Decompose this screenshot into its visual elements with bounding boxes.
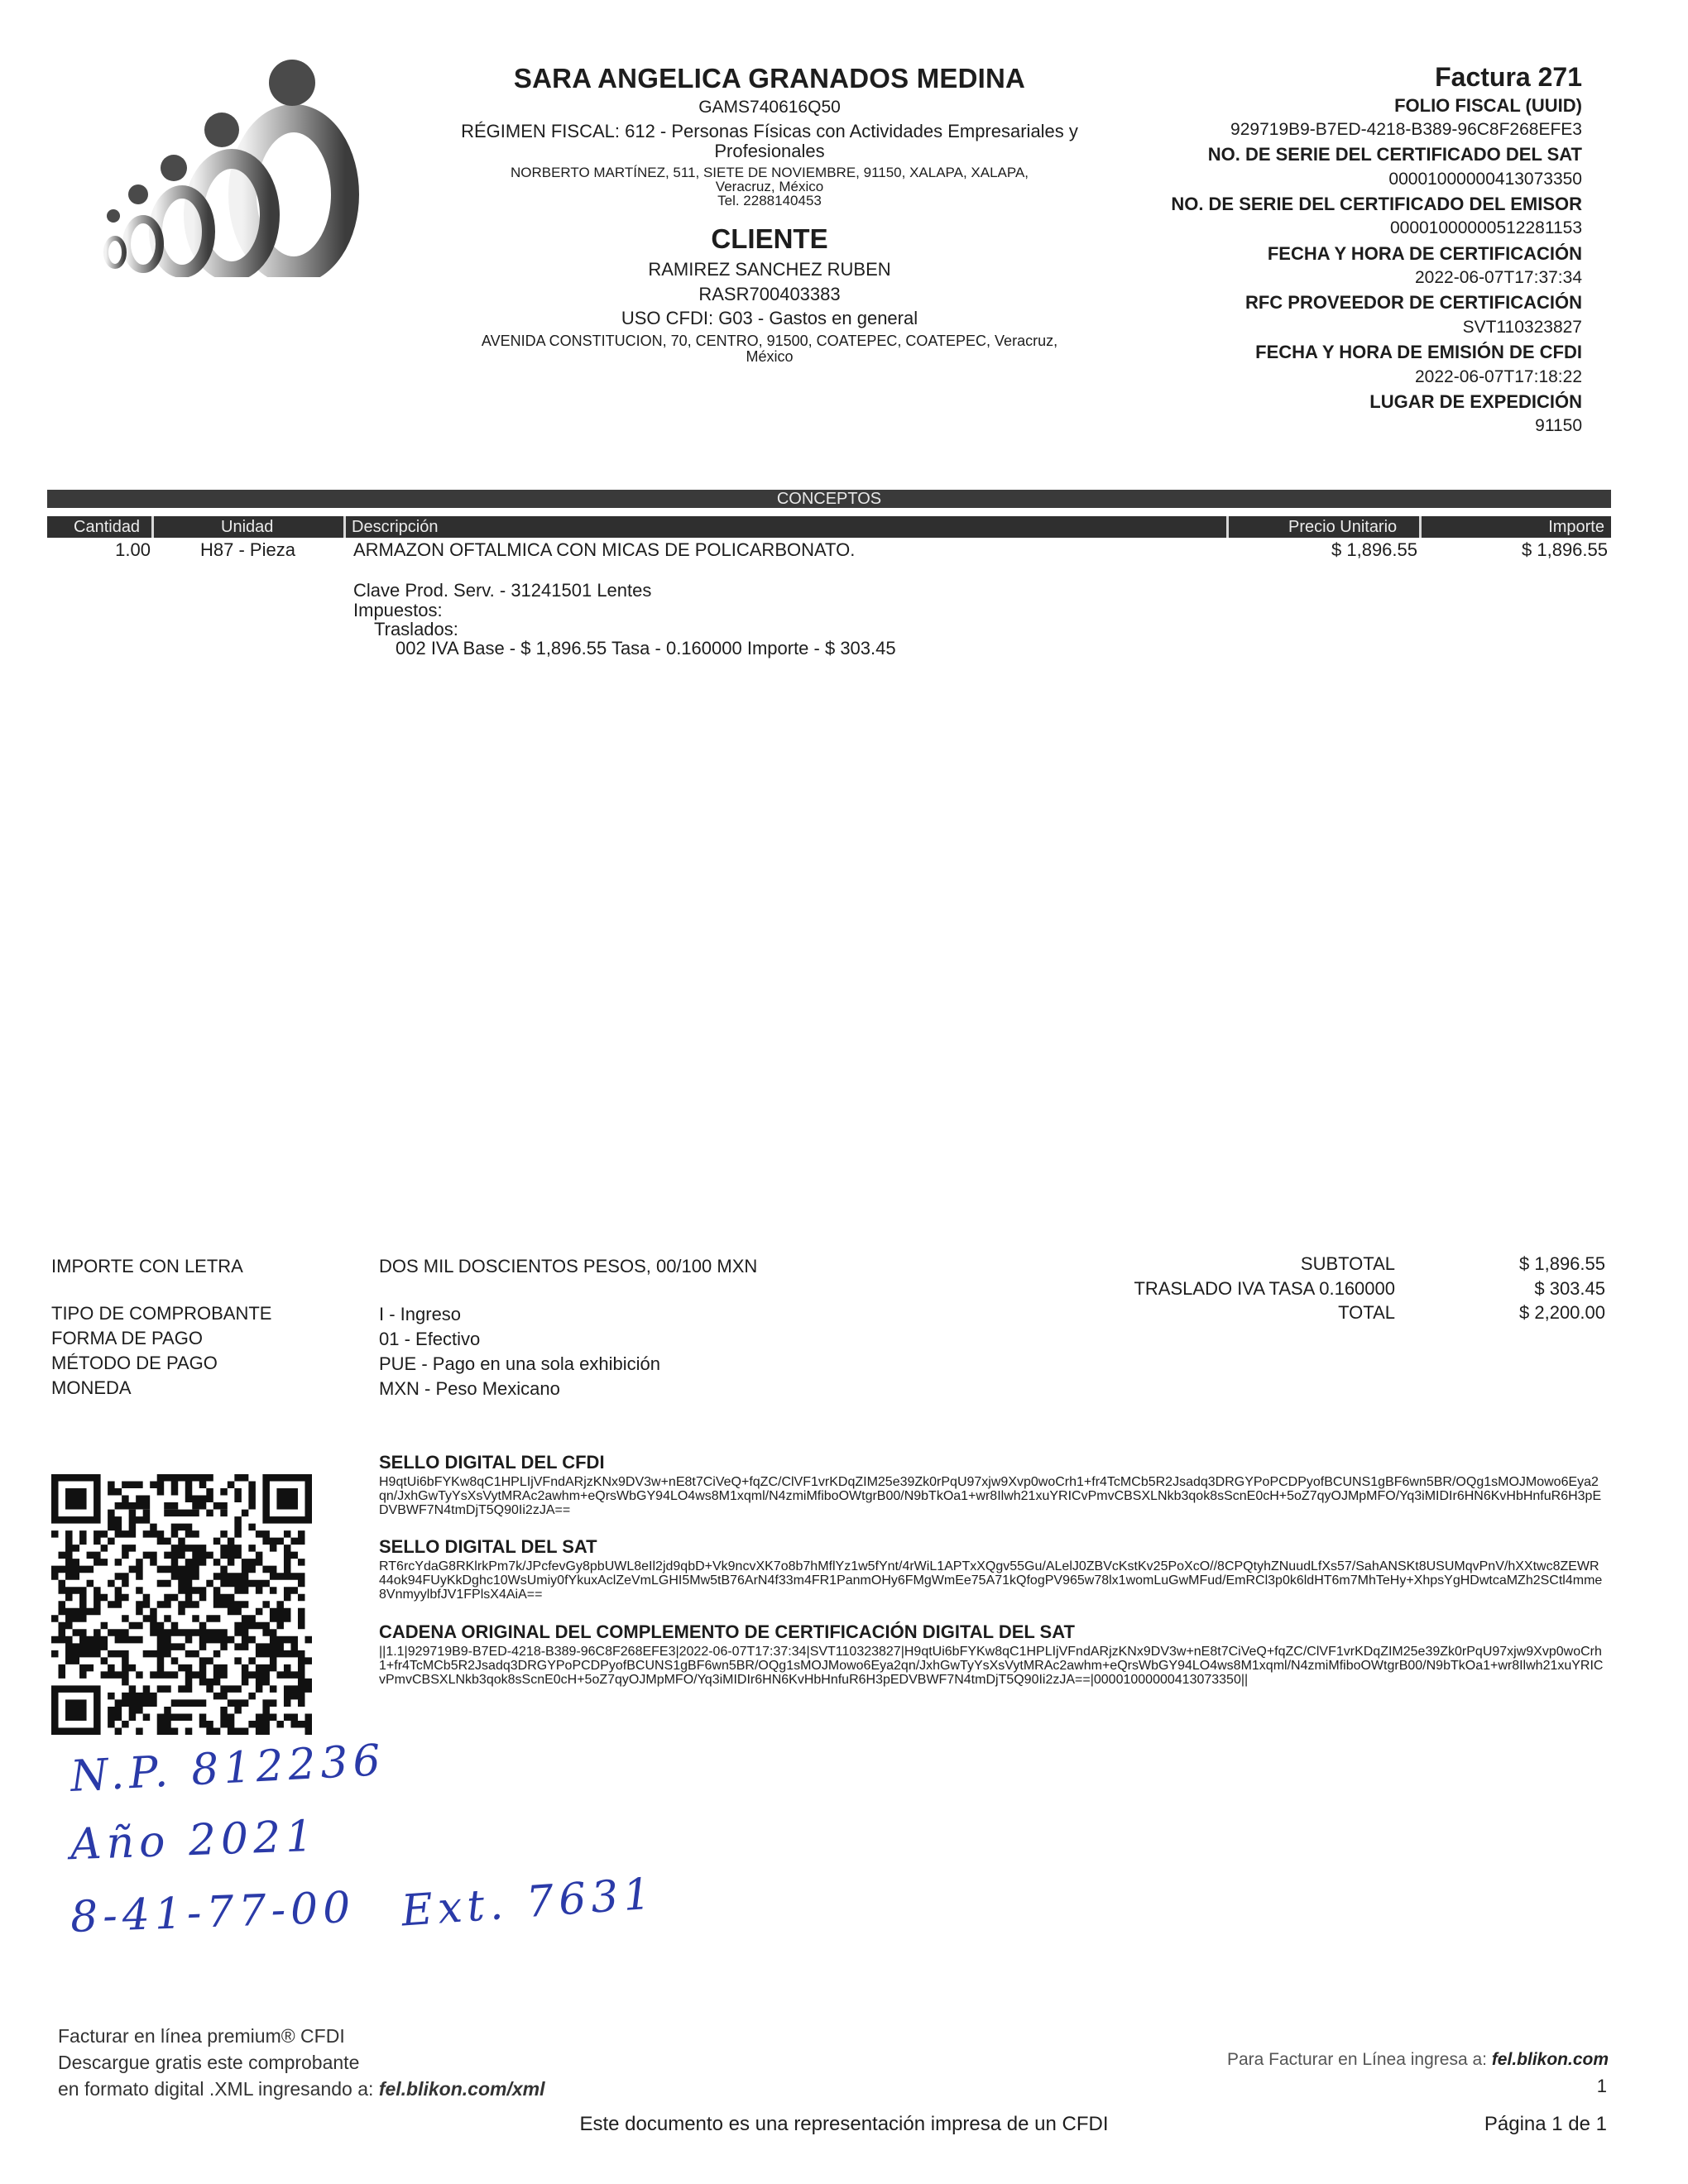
client-uso-cfdi: USO CFDI: G03 - Gastos en general [621,308,918,328]
emission-value: 2022-06-07T17:18:22 [1415,367,1582,386]
iva-value: $ 303.45 [1534,1278,1605,1299]
place-label: LUGAR DE EXPEDICIÓN [1369,391,1582,412]
importe-letra-value: DOS MIL DOSCIENTOS PESOS, 00/100 MXN [379,1256,758,1276]
footer-right-text [1227,2050,1609,2070]
client-heading: CLIENTE [711,223,828,254]
forma-pago-label: FORMA DE PAGO [51,1328,203,1348]
client-rfc: RASR700403383 [698,284,841,304]
issuer-address-line1: NORBERTO MARTÍNEZ, 511, SIETE DE NOVIEMBRE, 91150, XALAPA, XALAPA, [510,165,1029,180]
company-logo [87,54,385,277]
row-amount: $ 1,896.55 [1522,539,1608,560]
header-separator [343,516,346,538]
sello-cfdi-value: H9qtUi6bFYKw8qC1HPLIjVFndARjzKNx9DV3w+nE8t7CiVeQ+fqZC/ClVF1vrKDqZIM25e39Zk0rPqU97xjw9Xvp0woCrh1+fr4TcMCb5R2Jsadq3DRGYPoPCDPyofBCUNS1gBF6wn5BR/OQg1sMOJMowo6Eya2qn/JxhGwTyYsXsVytMRAc2awhm+eQrsWbGY94LO4ws8M1xqml/N4zmiMfiboOWtgrB00/N9bTkOa1+wr8Ilwh21xuYRICvPmvCBSXLNkb3qok8sScnE0cH+5oZ7qyOJMpMFO/Yq3iMIDIr6HN6KvHbHnfuR6H3pEDVBWF7N4tmDjT5Q90Ii2zJA== [379,1475,1602,1517]
header-separator [151,516,154,538]
header-amount: Importe [1548,518,1604,536]
sat-cert-value: 00001000000413073350 [1388,170,1582,189]
handwritten-phone: 8-41-77-00 [70,1883,357,1942]
client-name: RAMIREZ SANCHEZ RUBEN [648,259,891,280]
tipo-comprobante-label: TIPO DE COMPROBANTE [51,1303,272,1324]
qr-finder-pattern [55,1689,97,1731]
header-unit: Unidad [221,518,274,536]
footer-mark: 1 [1596,2076,1607,2096]
total-value: $ 2,200.00 [1519,1302,1605,1323]
issuer-phone: Tel. 2288140453 [717,193,822,208]
concepts-title: CONCEPTOS [47,490,1611,508]
folio-value: 929719B9-B7ED-4218-B389-96C8F268EFE3 [1230,120,1582,139]
row-clave: Clave Prod. Serv. - 31241501 Lentes [353,580,652,601]
provider-label: RFC PROVEEDOR DE CERTIFICACIÓN [1244,292,1582,313]
emisor-cert-value: 00001000000512281153 [1389,218,1582,237]
forma-pago-value: 01 - Efectivo [379,1329,481,1349]
cert-date-label: FECHA Y HORA DE CERTIFICACIÓN [1267,243,1582,264]
row-impuestos: Impuestos: [353,600,443,620]
handwritten-np: N.P. 812236 [69,1736,387,1802]
emission-label: FECHA Y HORA DE EMISIÓN DE CFDI [1255,342,1582,362]
moneda-value: MXN - Peso Mexicano [379,1378,560,1399]
footer-right-prefix: Para Facturar en Línea ingresa a: [1226,2050,1492,2069]
tipo-comprobante-value: I - Ingreso [379,1304,462,1324]
qr-finder-pattern [55,1478,97,1520]
client-address-line1: AVENIDA CONSTITUCION, 70, CENTRO, 91500, COATEPEC, COATEPEC, Veracruz, [481,333,1058,349]
cadena-original-label: CADENA ORIGINAL DEL COMPLEMENTO DE CERTIFICACIÓN DIGITAL DEL SAT [379,1621,1075,1642]
row-iva-detail: 002 IVA Base - $ 1,896.55 Tasa - 0.160000 Importe - $ 303.45 [396,638,896,659]
footer-xml-link[interactable]: fel.blikon.com/xml [378,2078,545,2100]
issuer-regime-line1: RÉGIMEN FISCAL: 612 - Personas Físicas con Actividades Empresariales y [461,121,1078,141]
concepts-header-row [47,516,1611,538]
invoice-title: Factura 271 [1435,62,1582,92]
footer-download-line2 [58,2078,544,2100]
issuer-regime-line2: Profesionales [714,141,825,161]
footer-download-line1: Descargue gratis este comprobante [58,2052,360,2073]
client-address [414,333,1125,365]
importe-letra-label: IMPORTE CON LETRA [51,1256,243,1276]
row-description: ARMAZON OFTALMICA CON MICAS DE POLICARBONATO. [353,539,856,560]
sello-cfdi-label: SELLO DIGITAL DEL CFDI [379,1452,605,1473]
metodo-pago-value: PUE - Pago en una sola exhibición [379,1353,660,1374]
handwritten-ext: Ext. 7631 [400,1869,658,1937]
metodo-pago-label: MÉTODO DE PAGO [51,1353,218,1373]
sello-sat-label: SELLO DIGITAL DEL SAT [379,1536,597,1557]
qr-code [51,1474,312,1735]
moneda-label: MONEDA [51,1377,132,1398]
subtotal-label: SUBTOTAL [1300,1253,1395,1274]
page-number: Página 1 de 1 [1484,2113,1607,2135]
handwritten-year: Año 2021 [70,1811,319,1870]
subtotal-value: $ 1,896.55 [1519,1253,1605,1274]
footer-download-prefix: en formato digital .XML ingresando a: [58,2078,379,2100]
client-address-line2: México [746,348,794,365]
issuer-name: SARA ANGELICA GRANADOS MEDINA [513,63,1026,93]
header-separator [1419,516,1422,538]
row-traslados: Traslados: [374,619,458,639]
header-separator [1226,516,1229,538]
qr-finder-pattern [266,1478,309,1520]
footer-brand: Facturar en línea premium® CFDI [58,2025,345,2047]
sat-cert-label: NO. DE SERIE DEL CERTIFICADO DEL SAT [1207,144,1582,165]
header-price: Precio Unitario [1288,518,1398,536]
issuer-rfc: GAMS740616Q50 [698,98,841,117]
row-unit: H87 - Pieza [200,539,295,560]
place-value: 91150 [1535,416,1582,435]
header-qty: Cantidad [74,518,141,536]
iva-label: TRASLADO IVA TASA 0.160000 [1134,1278,1395,1299]
provider-value: SVT110323827 [1462,318,1582,337]
cert-date-value: 2022-06-07T17:37:34 [1415,268,1582,287]
header-desc: Descripción [352,518,439,536]
row-qty: 1.00 [115,539,151,560]
footer-right-link[interactable]: fel.blikon.com [1491,2050,1609,2069]
row-unit-price: $ 1,896.55 [1331,539,1417,560]
total-label: TOTAL [1338,1302,1395,1323]
issuer-address [414,165,1125,208]
issuer-regime [414,122,1125,161]
folio-label: FOLIO FISCAL (UUID) [1394,95,1582,116]
issuer-address-line2: Veracruz, México [715,179,824,194]
footer-note: Este documento es una representación impresa de un CFDI [579,2113,1109,2135]
sello-sat-value: RT6rcYdaG8RKlrkPm7k/JPcfevGy8pbUWL8eIl2jd9qbD+Vk9ncvXK7o8b7hMflYz1w5fYnt/4rWiL1APTxXQgv55Gu/ALelJ0ZBVcKstKv25PoXcO//8CPQtyhZNuudLfXs57/SahANSKt8USUMqvPnV/hXXtwc8ZEWR44ok94FUyKkDghc10WsUmiy0fYkuxAclZeVmLGHI5Mw5tB76ArN4f33m4FR1PanmOHy6FMgWmEe75A71kQfogPV965w78lx1womLuGwMFud/EmRCl3p0k6ldHT6m7MhTeHy+XhpsYgHDwtcaMZh2SCtl4mme8VnmyylbfJV1FPlsX4AiA== [379,1559,1603,1602]
cadena-original-value: ||1.1|929719B9-B7ED-4218-B389-96C8F268EFE3|2022-06-07T17:37:34|SVT110323827|H9qtUi6bFYKw8qC1HPLIjVFndARjzKNx9DV3w+nE8t7CiVeQ+fqZC/ClVF1vrKDqZIM25e39Zk0rPqU97xjw9Xvp0woCrh1+fr4TcMCb5R2Jsadq3DRGYPoPCDPyofBCUNS1gBF6wn5BR/OQg1sMOJMowo6Eya2qn/JxhGwTyYsXsVytMRAc2awhm+eQrsWbGY94LO4ws8M1xqml/N4zmiMfiboOWtgrB00/N9bTkOa1+wr8Ilwh21xuYRICvPmvCBSXLNkb3qok8sScnE0cH+5oZ7qyOJMpMFO/Yq3iMIDIr6HN6KvHbHnfuR6H3pEDVBWF7N4tmDjT5Q90Ii2zJA==|00001000000413073350|| [379,1645,1604,1687]
qr-modules [51,1474,312,1735]
emisor-cert-label: NO. DE SERIE DEL CERTIFICADO DEL EMISOR [1171,194,1582,214]
